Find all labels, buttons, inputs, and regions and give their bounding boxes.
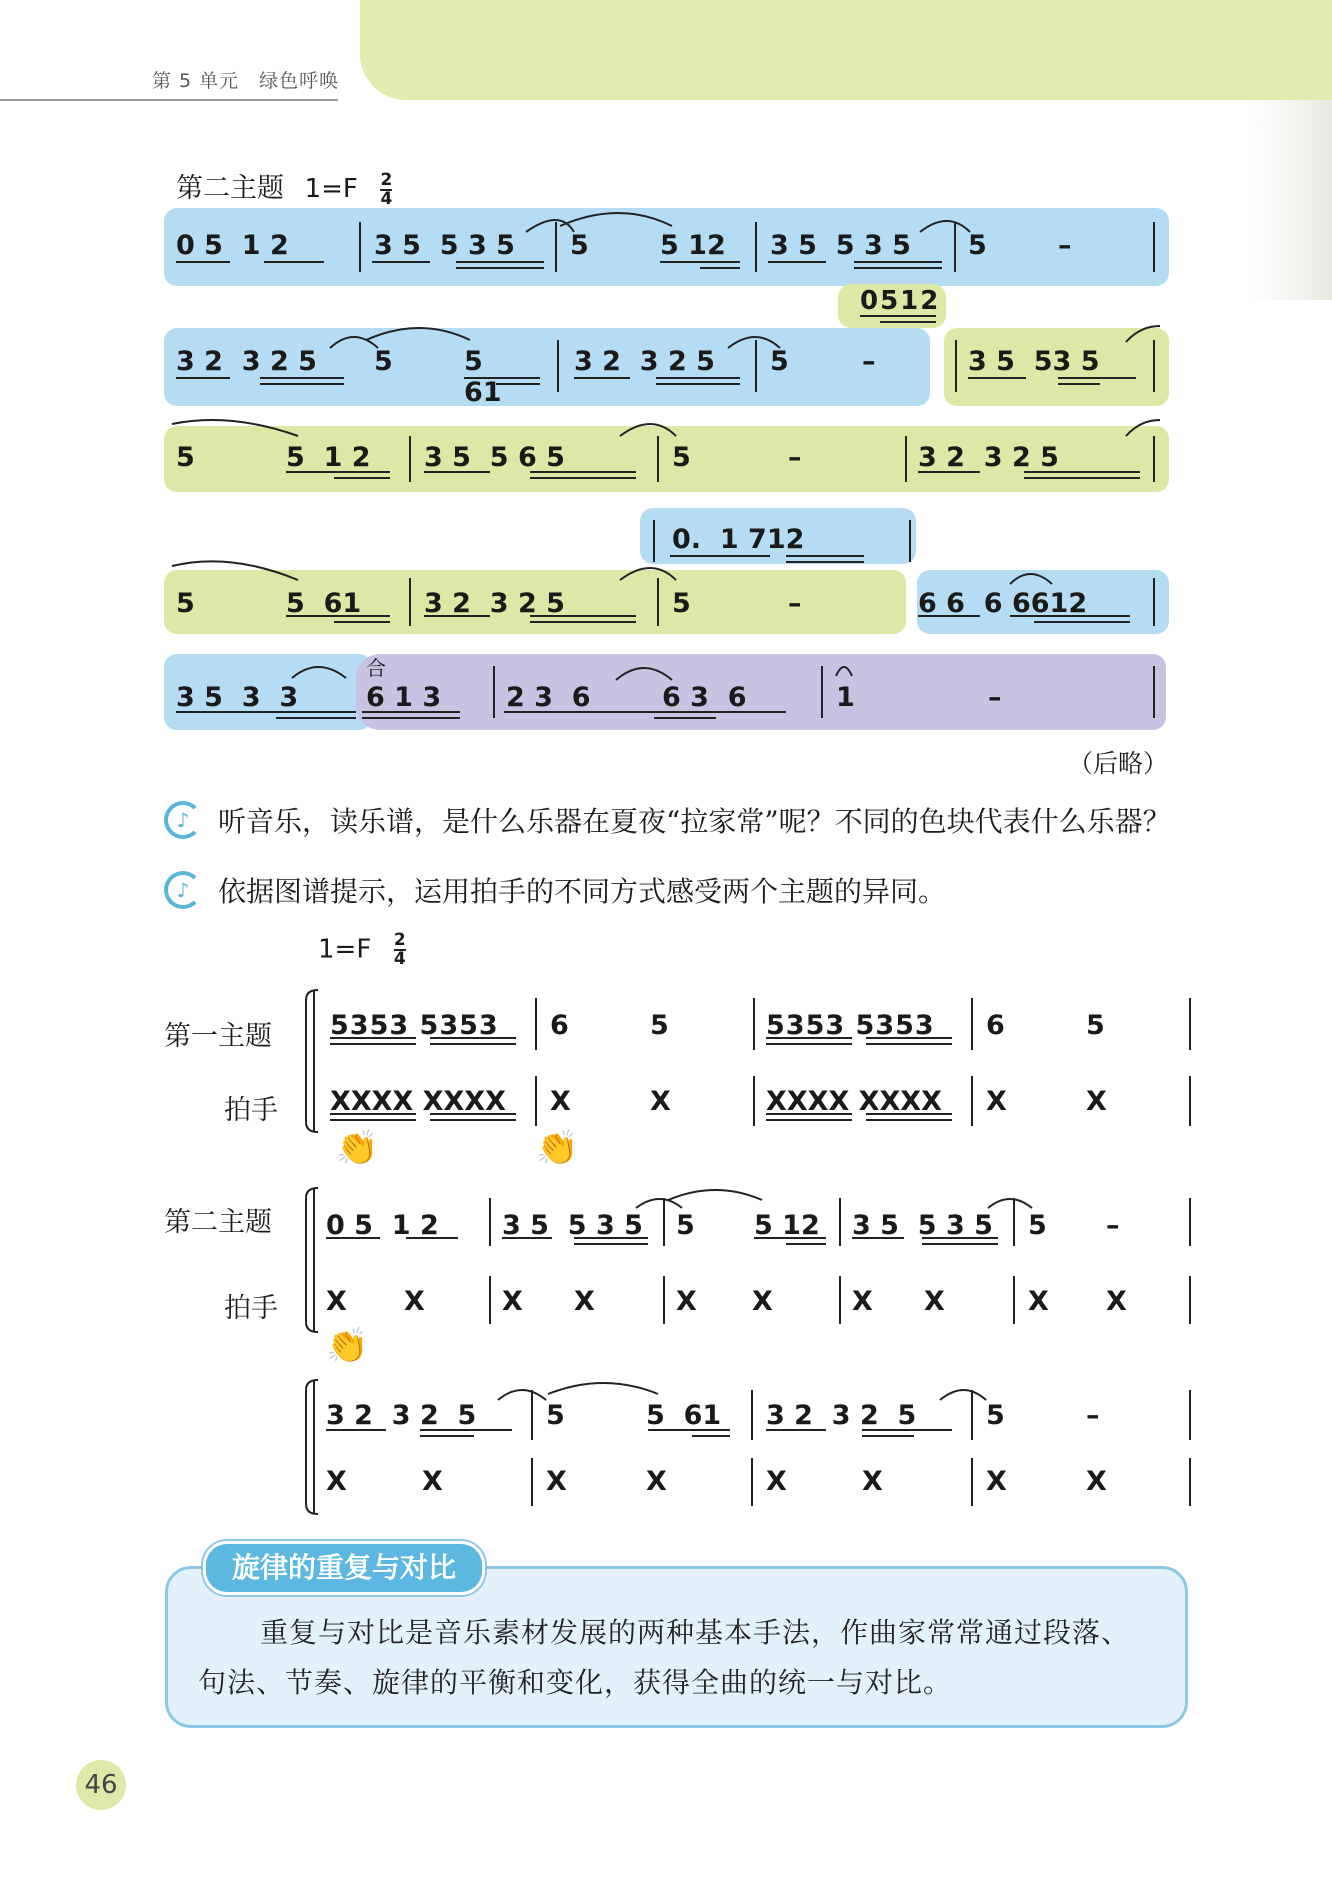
t1-m1: 5353 5353 — [330, 1010, 499, 1041]
r3-m3: 5 — [672, 442, 691, 473]
t3-m2b: 5 61 — [646, 1400, 722, 1431]
t1-m4a: 6 — [986, 1010, 1005, 1041]
t3-c8: X — [1086, 1466, 1107, 1497]
t3-c6: X — [862, 1466, 883, 1497]
he-mark: 合 — [366, 656, 386, 680]
r5-m3: 1 — [836, 682, 855, 713]
r2-m4: 5 — [770, 346, 789, 377]
t3-c4: X — [646, 1466, 667, 1497]
t2-c5: X — [676, 1286, 697, 1317]
clap-hands-icon: 👏 — [336, 1128, 379, 1168]
page-number: 46 — [76, 1760, 126, 1810]
t2-c2: X — [404, 1286, 425, 1317]
knowledge-text: 重复与对比是音乐素材发展的两种基本手法，作曲家常常通过段落、句法、节奏、旋律的平衡和变化，获得全曲的统一与对比。 — [198, 1616, 1131, 1699]
t2-dash: – — [1106, 1210, 1120, 1241]
t2-m1: 0 5 1 2 — [326, 1210, 439, 1241]
r3-m1b: 5 1 2 — [286, 442, 371, 473]
theme2-key: 1=F — [304, 174, 358, 204]
r3-dash: – — [788, 442, 802, 473]
r4-m1a: 5 — [176, 588, 195, 619]
theme2-time-signature: $\frac{2}{4}$ — [380, 169, 393, 209]
theme2-title-text: 第二主题 — [176, 173, 284, 204]
t2-m2: 3 5 5 3 5 — [502, 1210, 643, 1241]
t3-m2a: 5 — [546, 1400, 565, 1431]
t2-c7: X — [852, 1286, 873, 1317]
t2-c6: X — [752, 1286, 773, 1317]
t3-c2: X — [422, 1466, 443, 1497]
listen-icon: ♪ — [164, 801, 202, 839]
r4-m1b: 5 61 — [286, 588, 362, 619]
unit-title: 第 5 单元 绿色呼唤 — [152, 70, 340, 92]
r2-m3: 3 2 3 2 5 — [574, 346, 715, 377]
r1-m4: 3 5 5 3 5 — [770, 230, 911, 261]
r1-m2: 3 5 5 3 5 — [374, 230, 515, 261]
r4-m3: 5 — [672, 588, 691, 619]
t3-dash: – — [1086, 1400, 1100, 1431]
r1-m5: 5 — [968, 230, 987, 261]
t2-m3b: 5 12 — [754, 1210, 820, 1241]
t3-m4: 5 — [986, 1400, 1005, 1431]
t2-c3: X — [502, 1286, 523, 1317]
t2-c8: X — [924, 1286, 945, 1317]
t1-m3: 5353 5353 — [766, 1010, 935, 1041]
t3-c3: X — [546, 1466, 567, 1497]
r3-m2: 3 5 5 6 5 — [424, 442, 565, 473]
r4-m2: 3 2 3 2 5 — [424, 588, 565, 619]
r2-m2a: 5 — [374, 346, 393, 377]
theme1-label: 第一主题 — [164, 1021, 272, 1052]
r2-m2b: 5 61 — [464, 346, 502, 408]
r2-m1: 3 2 3 2 5 — [176, 346, 317, 377]
t1-m2a: 6 — [550, 1010, 569, 1041]
t1-c4b: X — [1086, 1086, 1107, 1117]
t1-c2b: X — [650, 1086, 671, 1117]
clap-label-1: 拍手 — [224, 1095, 278, 1126]
cue2: 0. 1 712 — [672, 524, 805, 555]
t3-c1: X — [326, 1466, 347, 1497]
question-1-text: 听音乐，读乐谱，是什么乐器在夏夜“拉家常”呢？不同的色块代表什么乐器？ — [218, 805, 1171, 838]
t1-c3: XXXX XXXX — [766, 1086, 942, 1117]
t2-c10: X — [1106, 1286, 1127, 1317]
question-2-text: 依据图谱提示，运用拍手的不同方式感受两个主题的异同。 — [218, 875, 947, 908]
listen-icon: ♪ — [164, 871, 202, 909]
r4-m4: 6 6 6 6612 — [918, 588, 1088, 619]
t3-m1: 3 2 3 2 5 — [326, 1400, 477, 1431]
r5-m2b: 6 3 6 — [662, 682, 747, 713]
t1-m2b: 5 — [650, 1010, 669, 1041]
clap-time-signature: $\frac{2}{4}$ — [393, 930, 406, 969]
r1-m1: 0 5 1 2 — [176, 230, 289, 261]
r1-m3a: 5 — [570, 230, 589, 261]
knowledge-tag: 旋律的重复与对比 — [203, 1541, 485, 1595]
t2-m4: 3 5 5 3 5 — [852, 1210, 993, 1241]
clap-hands-icon: 👏 — [536, 1128, 579, 1168]
clap-score-key: 1=F $\frac{2}{4}$ — [318, 930, 406, 969]
r2-dash: – — [862, 346, 876, 377]
r3-m4: 3 2 3 2 5 — [918, 442, 1059, 473]
r1-m3b: 5 12 — [660, 230, 726, 261]
r2-m5: 3 5 53 5 — [968, 346, 1100, 377]
theme2-label: 第二主题 — [164, 1207, 272, 1238]
t2-m5: 5 — [1028, 1210, 1047, 1241]
r3-m1a: 5 — [176, 442, 195, 473]
r4-dash: – — [788, 588, 802, 619]
r5-m1a: 3 5 3 3 — [176, 682, 299, 713]
t2-m3a: 5 — [676, 1210, 695, 1241]
t1-c1: XXXX XXXX — [330, 1086, 506, 1117]
r5-dash: – — [988, 682, 1002, 713]
r1-dash: – — [1058, 230, 1072, 261]
t3-c7: X — [986, 1466, 1007, 1497]
clap-label-2: 拍手 — [224, 1293, 278, 1324]
t2-c1: X — [326, 1286, 347, 1317]
t2-c9: X — [1028, 1286, 1049, 1317]
clap-hands-icon: 👏 — [326, 1326, 369, 1366]
t3-m3: 3 2 3 2 5 — [766, 1400, 917, 1431]
t2-c4: X — [574, 1286, 595, 1317]
t3-c5: X — [766, 1466, 787, 1497]
t1-c2a: X — [550, 1086, 571, 1117]
r5-m1b: 6 1 3 — [366, 682, 442, 713]
omitted-note: （后略） — [1068, 749, 1169, 778]
cue1: 0512 — [860, 286, 941, 316]
t1-m4b: 5 — [1086, 1010, 1105, 1041]
t1-c4a: X — [986, 1086, 1007, 1117]
r5-m2a: 2 3 6 — [506, 682, 591, 713]
